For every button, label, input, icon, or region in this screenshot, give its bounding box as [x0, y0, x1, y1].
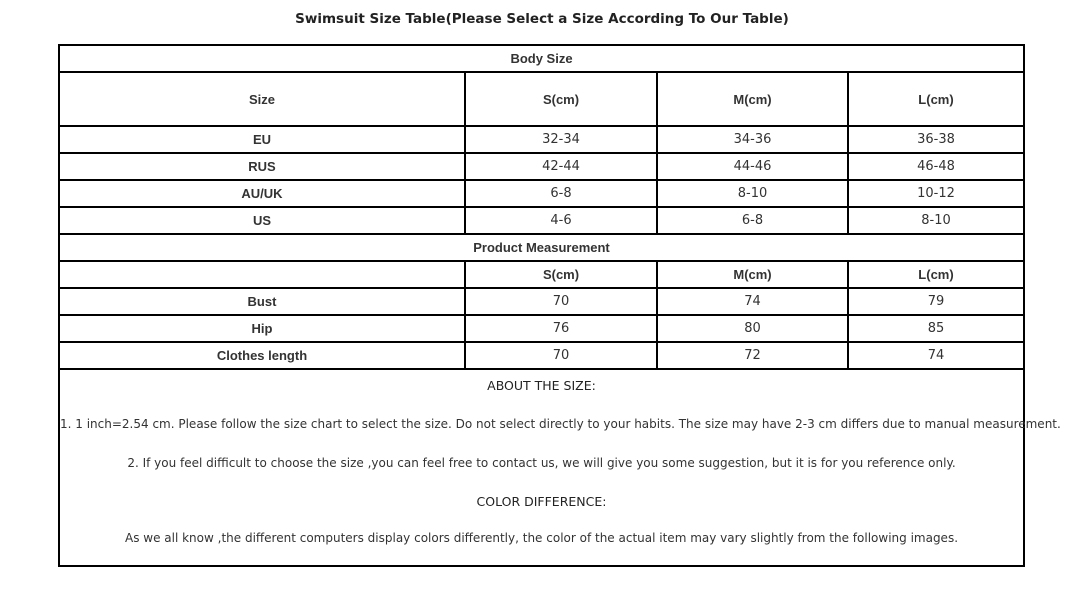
- color-difference-note: As we all know ,the different computers display colors differently, the color of the actual item may vary slightly from the following images.: [124, 531, 959, 545]
- table-cell: 4-6: [465, 207, 657, 234]
- table-cell: 32-34: [465, 126, 657, 153]
- column-header-row: [59, 261, 1024, 288]
- table-cell: 6-8: [465, 180, 657, 207]
- table-cell: 8-10: [657, 180, 848, 207]
- column-header: S(cm): [465, 72, 657, 126]
- table-cell: 34-36: [657, 126, 848, 153]
- row-label: Bust: [59, 288, 465, 315]
- table-cell: 8-10: [848, 207, 1024, 234]
- table-row: [59, 180, 1024, 207]
- table-cell: 70: [465, 342, 657, 369]
- row-label: Hip: [59, 315, 465, 342]
- notes-cell: [59, 369, 1061, 566]
- column-header: L(cm): [848, 261, 1024, 288]
- table-cell: 79: [848, 288, 1024, 315]
- column-header: [59, 261, 465, 288]
- product-measurement-heading: Product Measurement: [59, 234, 1024, 261]
- table-cell: 80: [657, 315, 848, 342]
- section-header-row: [59, 234, 1024, 261]
- table-cell: 44-46: [657, 153, 848, 180]
- column-header: Size: [59, 72, 465, 126]
- table-cell: 36-38: [848, 126, 1024, 153]
- section-header-row: [59, 45, 1024, 72]
- table-cell: 10-12: [848, 180, 1024, 207]
- table-cell: 74: [657, 288, 848, 315]
- column-header: M(cm): [657, 72, 848, 126]
- row-label: RUS: [59, 153, 465, 180]
- row-label: AU/UK: [59, 180, 465, 207]
- table-row: [59, 315, 1024, 342]
- table-cell: 72: [657, 342, 848, 369]
- table-cell: 70: [465, 288, 657, 315]
- table-row: [59, 207, 1024, 234]
- table-row: [59, 153, 1024, 180]
- about-size-note-1: 1. 1 inch=2.54 cm. Please follow the size chart to select the size. Do not select directly to your habits. The size may have 2-3 cm differs due to manual measurement.: [60, 417, 1061, 431]
- table-cell: 74: [848, 342, 1024, 369]
- row-label: Clothes length: [59, 342, 465, 369]
- table-row: [59, 342, 1024, 369]
- table-cell: 42-44: [465, 153, 657, 180]
- row-label: EU: [59, 126, 465, 153]
- body-size-heading: Body Size: [59, 45, 1024, 72]
- column-header: M(cm): [657, 261, 848, 288]
- column-header: L(cm): [848, 72, 1024, 126]
- table-cell: 6-8: [657, 207, 848, 234]
- about-size-note-2: 2. If you feel difficult to choose the size ,you can feel free to contact us, we will give you some suggestion, but it is for you reference only.: [127, 456, 956, 470]
- about-size-heading: ABOUT THE SIZE:: [487, 378, 596, 393]
- table-cell: 46-48: [848, 153, 1024, 180]
- column-header-row: [59, 72, 1024, 126]
- color-difference-heading: COLOR DIFFERENCE:: [476, 494, 607, 509]
- page-title: Swimsuit Size Table(Please Select a Size According To Our Table): [295, 11, 789, 27]
- notes-row: [59, 369, 1024, 566]
- size-table: [58, 44, 1061, 567]
- table-cell: 85: [848, 315, 1024, 342]
- column-header: S(cm): [465, 261, 657, 288]
- row-label: US: [59, 207, 465, 234]
- table-row: [59, 126, 1024, 153]
- table-cell: 76: [465, 315, 657, 342]
- table-row: [59, 288, 1024, 315]
